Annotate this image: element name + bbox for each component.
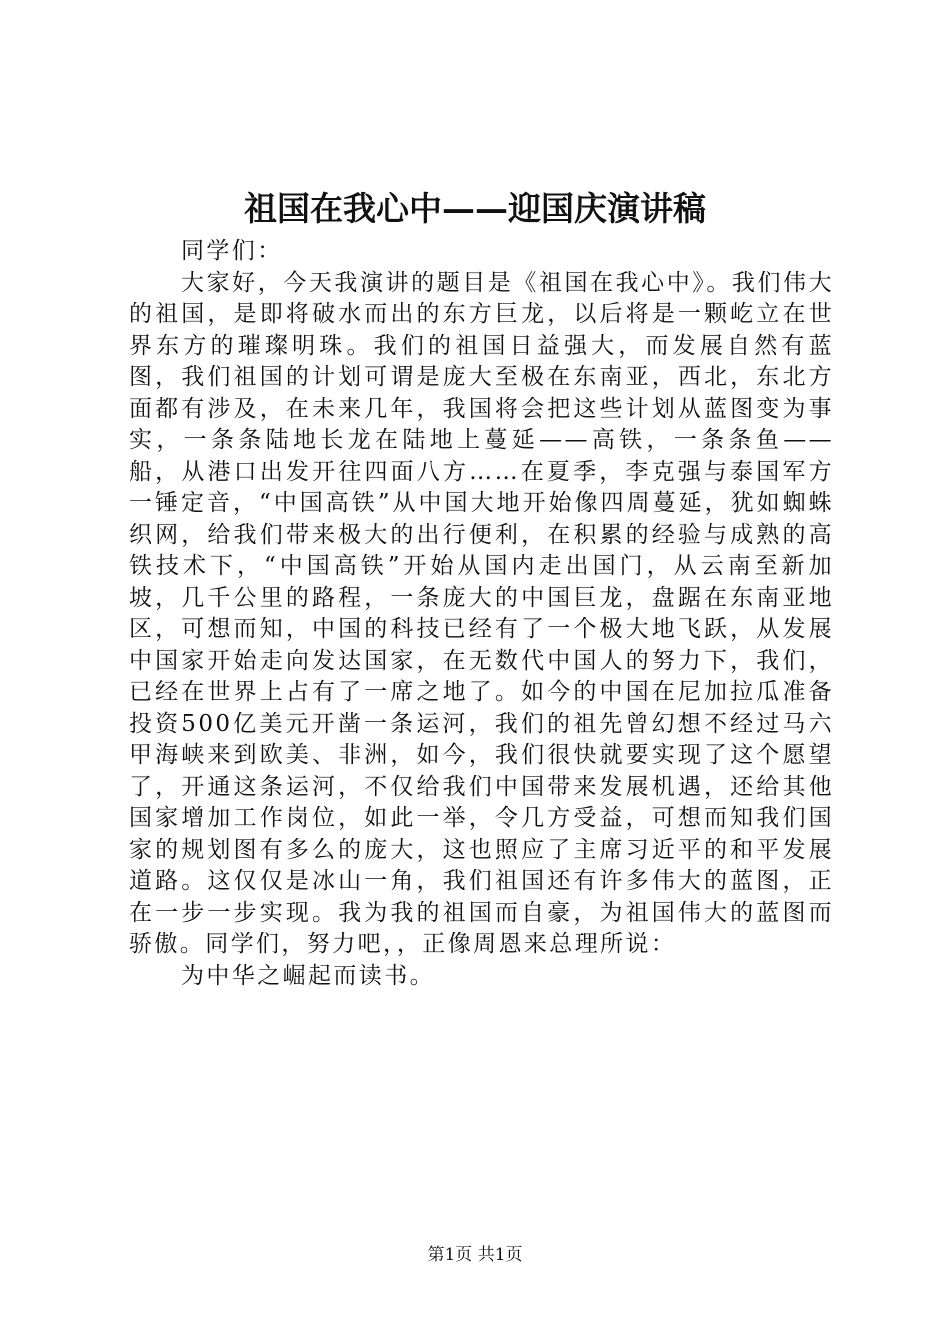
document-title: 祖国在我心中——迎国庆演讲稿 [244,189,706,228]
document-body [129,236,834,992]
salutation-paragraph: 同学们： [181,238,283,264]
closing-paragraph: 为中华之崛起而读书。 [181,962,435,989]
page-footer: 第1页 共1页 [427,1245,523,1265]
main-paragraph: 大家好，今天我演讲的题目是《祖国在我心中》。我们伟大的祖国，是即将破水而出的东方巨龙，以后将是一颗屹立在世界东方的璀璨明珠。我们的祖国日益强大，而发展自然有蓝图，我们祖国的计划可谓是庞大至极在东南亚，西北，东北方面都有涉及，在未来几年，我国将会把这些计划从蓝图变为事实，一条条陆地长龙在陆地上蔓延——高铁，一条条鱼——船，从港口出发开往四面八方……在夏季，李克强与泰国军方一锤定音，“中国高铁”从中国大地开始像四周蔓延，犹如蜘蛛织网，给我们带来极大的出行便利，在积累的经验与成熟的高铁技术下，“中国高铁”开始从国内走出国门，从云南至新加坡，几千公里的路程，一条庞大的中国巨龙，盘踞在东南亚地区，可想而知，中国的科技已经有了一个极大地飞跃，从发展中国家开始走向发达国家，在无数代中国人的努力下，我们，已经在世界上占有了一席之地了。如今的中国在尼加拉瓜准备投资500亿美元开凿一条运河，我们的祖先曾幻想不经过马六甲海峡来到欧美、非洲，如今，我们很快就要实现了这个愿望了，开通这条运河，不仅给我们中国带来发展机遇，还给其他国家增加工作岗位，如此一举，令几方受益，可想而知我们国家的规划图有多么的庞大，这也照应了主席习近平的和平发展道路。这仅仅是冰山一角，我们祖国还有许多伟大的蓝图，正在一步一步实现。我为我的祖国而自豪，为祖国伟大的蓝图而骄傲。同学们，努力吧，，正像周恩来总理所说： [129,269,834,957]
